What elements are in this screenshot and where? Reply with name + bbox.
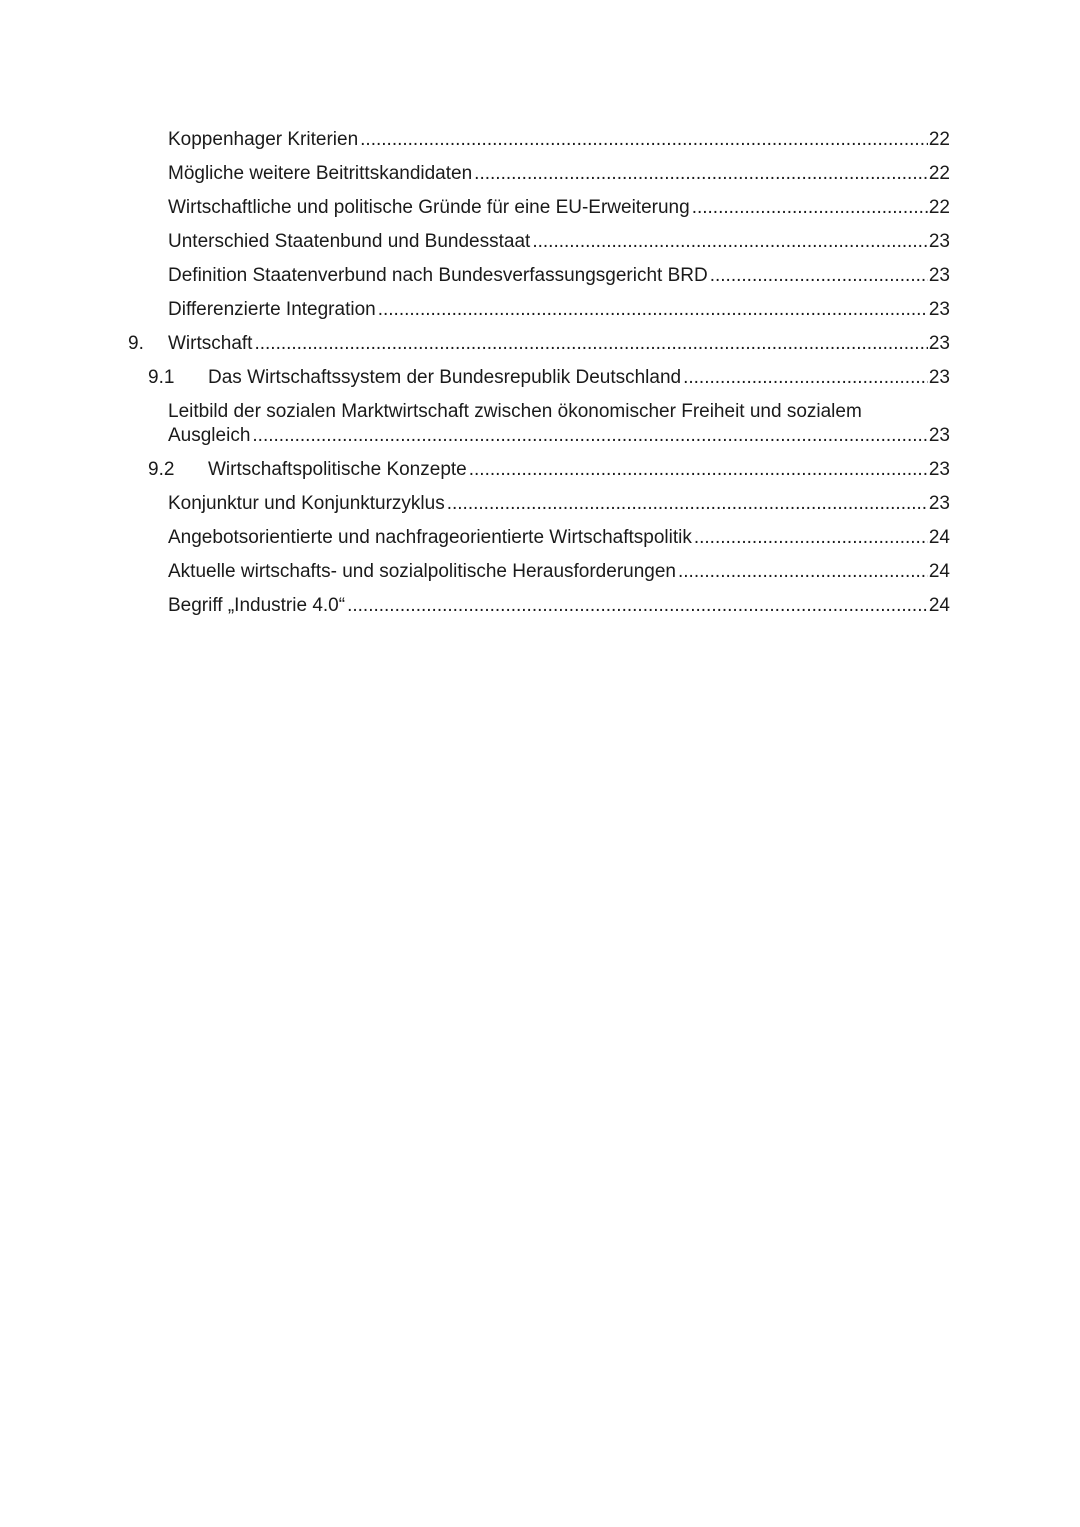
toc-entry-page: 23: [928, 231, 950, 252]
toc-entry[interactable]: [0, 556, 1080, 590]
toc-entry-title: Wirtschaftliche und politische Gründe für eine EU-Erweiterung: [168, 197, 690, 218]
dot-leader: [252, 424, 927, 448]
dot-leader: [692, 196, 928, 220]
toc-entry[interactable]: [0, 396, 1080, 454]
toc-entry[interactable]: [0, 226, 1080, 260]
toc-entry-title: Definition Staatenverbund nach Bundesverfassungsgericht BRD: [168, 265, 708, 286]
toc-entry-title: Koppenhager Kriterien: [168, 129, 359, 150]
toc-entry-title: Wirtschaft: [168, 333, 253, 354]
toc-entry-title: Unterschied Staatenbund und Bundesstaat: [168, 231, 531, 252]
toc-entry-title: Das Wirtschaftssystem der Bundesrepublik Deutschland: [208, 367, 682, 388]
toc-section[interactable]: [0, 454, 1080, 488]
toc-entry-page: 24: [928, 561, 950, 582]
toc-entry-page: 23: [928, 459, 950, 480]
toc-entry-title: Begriff „Industrie 4.0“: [168, 595, 346, 616]
toc-entry-title: Ausgleich: [168, 425, 251, 446]
dot-leader: [360, 128, 928, 152]
toc-entry-title: Wirtschaftspolitische Konzepte: [208, 459, 467, 480]
dot-leader: [474, 162, 928, 186]
toc-entry-page: 22: [928, 163, 950, 184]
toc-entry-title: Mögliche weitere Beitrittskandidaten: [168, 163, 473, 184]
toc-entry-title: Konjunktur und Konjunkturzyklus: [168, 493, 445, 514]
toc-entry[interactable]: [0, 124, 1080, 158]
toc-entry-page: 24: [928, 527, 950, 548]
dot-leader: [683, 366, 928, 390]
toc-entry-page: 24: [928, 595, 950, 616]
toc-entry-page: 22: [928, 129, 950, 150]
toc-entry[interactable]: [0, 192, 1080, 226]
table-of-contents: [0, 124, 1080, 624]
toc-entry-page: 23: [928, 299, 950, 320]
toc-entry-page: 22: [928, 197, 950, 218]
dot-leader: [469, 458, 928, 482]
toc-entry-title: Differenzierte Integration: [168, 299, 376, 320]
dot-leader: [447, 492, 928, 516]
toc-entry-page: 23: [928, 425, 950, 446]
toc-entry-page: 23: [928, 367, 950, 388]
toc-entry-page: 23: [928, 265, 950, 286]
toc-entry[interactable]: [0, 488, 1080, 522]
dot-leader: [347, 594, 928, 618]
dot-leader: [710, 264, 928, 288]
toc-entry-title: Aktuelle wirtschafts- und sozialpolitische Herausforderungen: [168, 561, 676, 582]
toc-entry-title: Angebotsorientierte und nachfrageorientierte Wirtschaftspolitik: [168, 527, 692, 548]
toc-entry-number: 9.1: [148, 367, 175, 388]
toc-entry-page: 23: [928, 333, 950, 354]
dot-leader: [254, 332, 927, 356]
toc-entry[interactable]: [0, 158, 1080, 192]
toc-entry[interactable]: [0, 590, 1080, 624]
toc-entry[interactable]: [0, 294, 1080, 328]
dot-leader: [532, 230, 928, 254]
toc-entry-number: 9.2: [148, 459, 175, 480]
dot-leader: [378, 298, 928, 322]
toc-chapter[interactable]: [0, 328, 1080, 362]
toc-entry[interactable]: [0, 522, 1080, 556]
toc-section[interactable]: [0, 362, 1080, 396]
toc-entry-page: 23: [928, 493, 950, 514]
toc-entry-number: 9.: [128, 333, 144, 354]
toc-entry-title-line1: Leitbild der sozialen Marktwirtschaft zwischen ökonomischer Freiheit und sozialem: [168, 401, 862, 422]
dot-leader: [694, 526, 928, 550]
toc-entry[interactable]: [0, 260, 1080, 294]
dot-leader: [678, 560, 928, 584]
